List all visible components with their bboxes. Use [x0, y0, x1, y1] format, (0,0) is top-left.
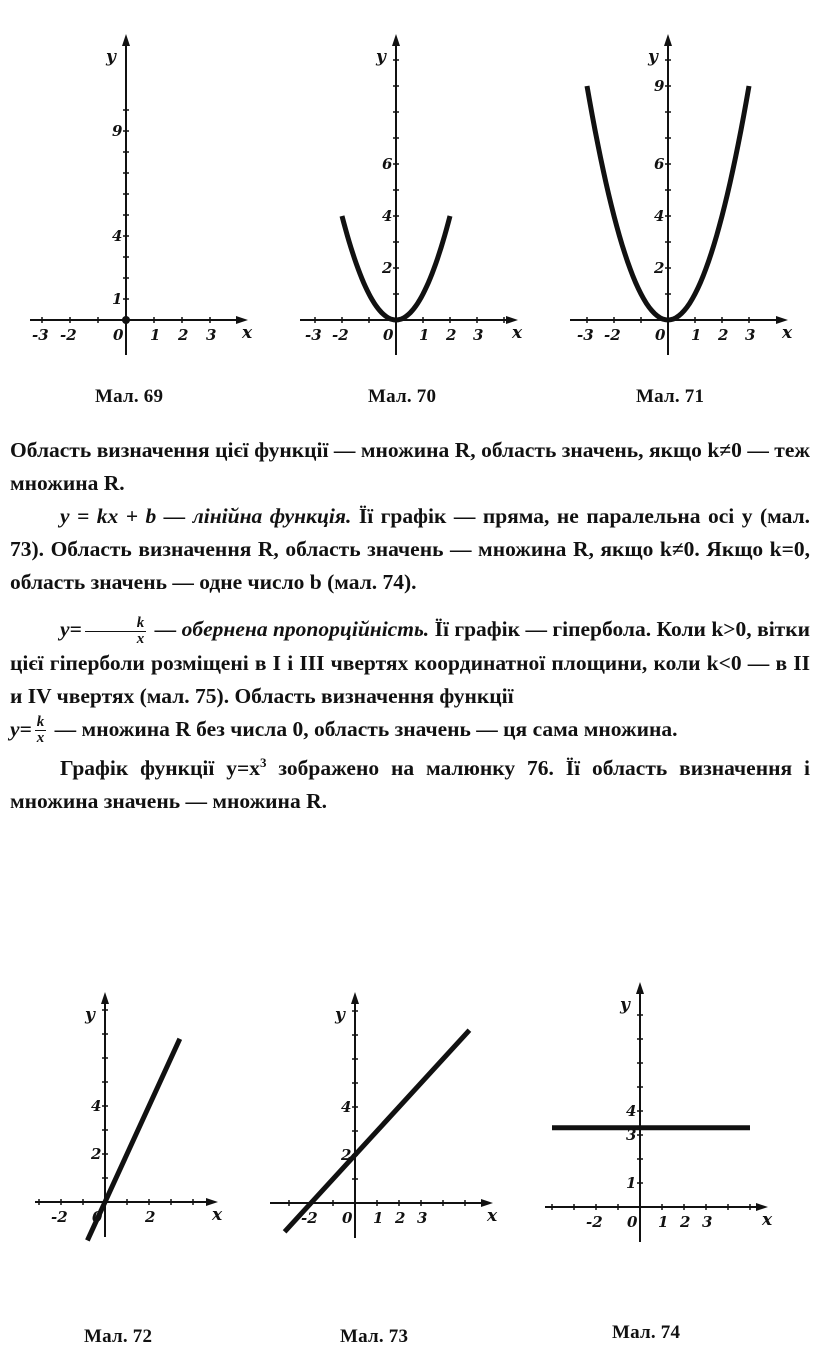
figure-72 — [30, 985, 230, 1315]
x-tick-label: -3 — [32, 326, 49, 344]
y-tick-label: 9 — [112, 122, 123, 140]
y-tick-label: 4 — [112, 227, 123, 245]
y-axis-arrow — [351, 992, 359, 1004]
linear-term: — лінійна функція. — [163, 504, 352, 528]
caption-73: Мал. 73 — [340, 1326, 409, 1347]
y-axis-label: y — [335, 1005, 345, 1025]
x-tick-label: 1 — [373, 1209, 384, 1227]
paragraph-linear — [10, 500, 810, 599]
x-tick-label: 2 — [680, 1213, 691, 1231]
y-tick-label: 2 — [382, 259, 393, 277]
figure-69-plot — [20, 20, 260, 360]
cubic-exponent: 3 — [260, 755, 267, 771]
x-tick-label: -2 — [586, 1213, 603, 1231]
paragraph-domain: Область визначення цієї функції — множина R, область значень, якщо k≠0 — теж множина R. — [10, 438, 810, 495]
x-axis-label: x — [212, 1205, 223, 1225]
x-tick-label: 3 — [206, 326, 217, 344]
figure-73 — [265, 985, 505, 1315]
figure-70-plot — [290, 20, 530, 360]
y-axis-label: y — [106, 47, 116, 67]
linear-text: Її графік — пряма, не паралельна осі y (мал. 73). Область визначення R, область значень — множина R, якщо k≠0. Якщо k=0, область значень — одне число b (мал. 74). — [10, 504, 811, 594]
fraction-denominator: x — [136, 630, 145, 647]
figure-70 — [290, 20, 530, 360]
x-axis-label: x — [512, 323, 523, 343]
x-tick-label: 3 — [417, 1209, 428, 1227]
inverse-fraction-2 — [35, 715, 47, 746]
figure-74-plot — [540, 975, 780, 1315]
x-tick-label: 3 — [702, 1213, 713, 1231]
y-tick-label: 2 — [654, 259, 665, 277]
y-tick-label: 2 — [341, 1146, 352, 1164]
x-axis-label: x — [782, 323, 793, 343]
x-tick-label: -2 — [60, 326, 77, 344]
y-axis-label: y — [620, 995, 630, 1015]
cubic-text: зображено на малюнку 76. Її область визначення і множина значень — множина R. — [10, 756, 810, 814]
y-axis-arrow — [101, 992, 109, 1004]
x-tick-label: 0 — [342, 1209, 353, 1227]
x-tick-label: 3 — [473, 326, 484, 344]
x-tick-label: 3 — [745, 326, 756, 344]
paragraph-inverse — [10, 613, 810, 713]
y-tick-label: 2 — [91, 1145, 102, 1163]
x-tick-label: -2 — [301, 1209, 318, 1227]
y-tick-label: 1 — [112, 290, 123, 308]
x-tick-label: 2 — [718, 326, 729, 344]
x-tick-label: 0 — [627, 1213, 638, 1231]
x-tick-label: 1 — [150, 326, 161, 344]
x-tick-label: 2 — [145, 1208, 156, 1226]
data-point — [122, 316, 130, 324]
x-tick-label: 1 — [691, 326, 702, 344]
x-tick-label: 0 — [655, 326, 666, 344]
x-tick-label: 1 — [419, 326, 430, 344]
figure-69 — [20, 20, 260, 360]
x-tick-label: 0 — [383, 326, 394, 344]
caption-69: Мал. 69 — [95, 386, 164, 407]
x-tick-label: -2 — [51, 1208, 68, 1226]
y-tick-label: 4 — [626, 1102, 637, 1120]
y-tick-label: 6 — [654, 155, 665, 173]
x-tick-label: 2 — [446, 326, 457, 344]
y-tick-label: 3 — [626, 1126, 637, 1144]
y-tick-label: 4 — [91, 1097, 102, 1115]
y-axis-label: y — [376, 47, 386, 67]
x-tick-label: -3 — [577, 326, 594, 344]
y-tick-label: 9 — [654, 77, 665, 95]
paragraph-cubic — [10, 746, 810, 818]
y-axis-arrow — [122, 34, 130, 46]
y-axis-arrow — [392, 34, 400, 46]
figure-73-plot — [265, 985, 505, 1315]
inverse-y: y= — [60, 617, 82, 641]
caption-71: Мал. 71 — [636, 386, 705, 407]
y-axis-label: y — [648, 47, 658, 67]
y-axis-arrow — [664, 34, 672, 46]
caption-70: Мал. 70 — [368, 386, 437, 407]
x-tick-label: 0 — [92, 1208, 103, 1226]
y-tick-label: 4 — [654, 207, 665, 225]
inverse-term: — обернена пропорційність. — [154, 617, 430, 641]
figure-71-plot — [560, 20, 800, 360]
linear-formula: y = kx + b — [60, 504, 157, 528]
x-axis-label: x — [487, 1206, 498, 1226]
y-tick-label: 4 — [341, 1098, 352, 1116]
body-text — [10, 434, 810, 818]
y-axis-label: y — [85, 1005, 95, 1025]
y-tick-label: 6 — [382, 155, 393, 173]
inverse-domain-text: — множина R без числа 0, область значень — ця сама множина. — [54, 716, 678, 741]
x-tick-label: 2 — [178, 326, 189, 344]
inverse-y-2: y= — [10, 716, 32, 741]
paragraph-inverse-domain — [10, 713, 810, 747]
x-tick-label: 2 — [395, 1209, 406, 1227]
series-line — [87, 1039, 179, 1241]
y-tick-label: 1 — [626, 1174, 637, 1192]
figure-72-plot — [30, 985, 230, 1315]
caption-74: Мал. 74 — [612, 1322, 681, 1343]
y-tick-label: 4 — [382, 207, 393, 225]
inverse-text: Її графік — гіпербола. Коли k>0, вітки цієї гіперболи розміщені в I і III чвертях координатної площини, коли k<0 — в II и IV чвертях (мал. 75). Область визначення функції — [10, 617, 811, 708]
cubic-start: Графік функції y=x — [60, 756, 260, 781]
x-tick-label: -2 — [604, 326, 621, 344]
x-axis-label: x — [762, 1210, 773, 1230]
x-tick-label: 1 — [658, 1213, 669, 1231]
figure-71 — [560, 20, 800, 360]
x-tick-label: 0 — [113, 326, 124, 344]
caption-72: Мал. 72 — [84, 1326, 153, 1347]
figure-74 — [540, 975, 780, 1315]
x-axis-label: x — [242, 323, 253, 343]
y-axis-arrow — [636, 982, 644, 994]
x-tick-label: -3 — [305, 326, 322, 344]
fraction-numerator: k — [85, 616, 147, 632]
fraction-numerator-2: k — [36, 714, 45, 731]
inverse-fraction — [85, 616, 147, 647]
fraction-denominator-2: x — [36, 730, 45, 747]
x-tick-label: -2 — [332, 326, 349, 344]
